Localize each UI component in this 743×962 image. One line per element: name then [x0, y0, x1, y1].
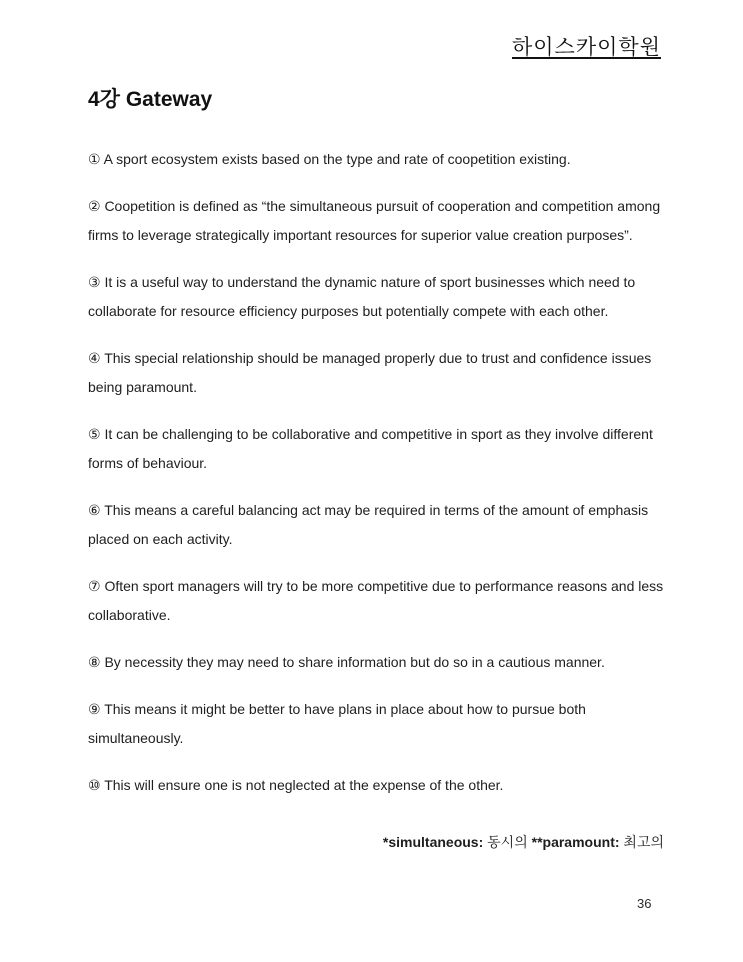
footnote-term-simultaneous: *simultaneous: — [382, 834, 484, 850]
sentence-line: placed on each activity. — [88, 531, 233, 547]
sentence-line: ⑥ This means a careful balancing act may be required in terms of the amount of emphasis — [88, 502, 649, 518]
sentence-line: collaborative. — [88, 607, 171, 623]
sentence-line: ⑤ It can be challenging to be collaborative and competitive in sport as they involve different — [88, 426, 653, 442]
sentence — [88, 192, 680, 250]
lesson-title: Gateway — [125, 88, 213, 111]
sentence-line: forms of behaviour. — [88, 455, 208, 471]
page-number: 36 — [637, 896, 652, 911]
sentence — [88, 695, 680, 753]
sentence — [88, 145, 680, 174]
sentence-line: being paramount. — [88, 379, 197, 395]
footnote — [88, 828, 680, 857]
sentence-line: ⑨ This means it might be better to have plans in place about how to pursue both — [88, 701, 586, 717]
sentence — [88, 572, 680, 630]
sentence-line: firms to leverage strategically important resources for superior value creation purposes”. — [88, 227, 633, 243]
sentence-line: ⑦ Often sport managers will try to be more competitive due to performance reasons and less — [88, 578, 664, 594]
sentence — [88, 771, 680, 800]
sentence-line: ④ This special relationship should be managed properly due to trust and confidence issues — [88, 350, 652, 366]
sentence-list — [88, 145, 680, 800]
sentence-line: ⑧ By necessity they may need to share information but do so in a cautious manner. — [88, 654, 605, 670]
sentence — [88, 648, 680, 677]
footnote-def-paramount: 최고의 — [623, 834, 664, 850]
sentence-line: simultaneously. — [88, 730, 184, 746]
sentence-line: collaborate for resource efficiency purposes but potentially compete with each other. — [88, 303, 609, 319]
sentence — [88, 420, 680, 478]
academy-name: 하이스카이학원 — [511, 36, 661, 59]
sentence — [88, 344, 680, 402]
footnote-term-paramount: **paramount: — [531, 834, 620, 850]
sentence-line: ③ It is a useful way to understand the dynamic nature of sport businesses which need to — [88, 274, 636, 290]
sentence — [88, 496, 680, 554]
sentence-line: ⑩ This will ensure one is not neglected at the expense of the other. — [88, 777, 504, 793]
sentence-line: ① A sport ecosystem exists based on the type and rate of coopetition existing. — [88, 151, 571, 167]
passage — [88, 145, 680, 857]
academy-header — [512, 31, 661, 61]
footnote-def-simultaneous: 동시의 — [487, 834, 528, 850]
page-title — [88, 83, 212, 113]
sentence — [88, 268, 680, 326]
sentence-line: ② Coopetition is defined as “the simultaneous pursuit of cooperation and competition among — [88, 198, 661, 214]
lesson-number: 4강 — [88, 88, 120, 111]
